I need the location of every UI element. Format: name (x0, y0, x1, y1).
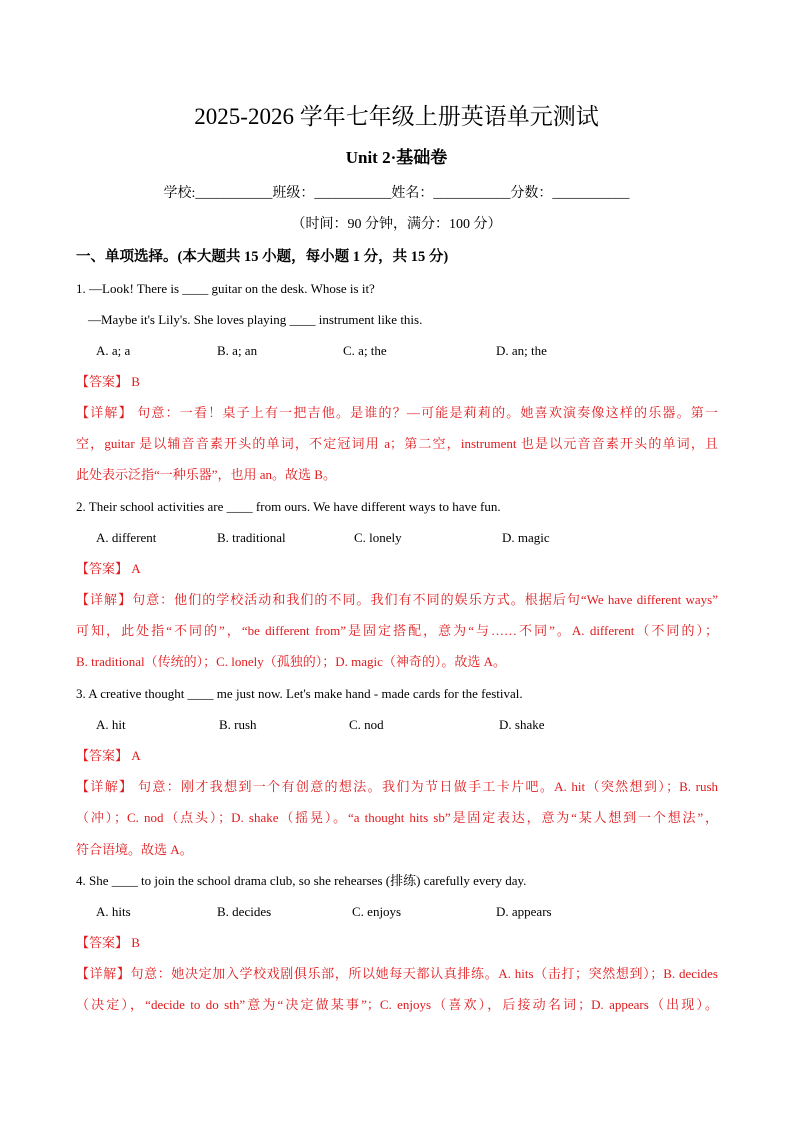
question-4-detail-line: 【详解】句意：她决定加入学校戏剧俱乐部，所以她每天都认真排练。A. hits（击打；突然想到）；B. decides (76, 966, 718, 981)
question-2-option-a: A. different (96, 530, 157, 545)
question-3-option-d: D. shake (499, 717, 545, 732)
question-1-option-d: D. an; the (496, 343, 547, 358)
question-3-detail-line: 【详解】 句意：刚才我想到一个有创意的想法。我们为节日做手工卡片吧。A. hit（突然想到）；B. rush (76, 779, 718, 794)
question-3-option-b: B. rush (219, 717, 257, 732)
question-3-option-a: A. hit (96, 717, 126, 732)
question-2-detail-line: 【详解】句意：他们的学校活动和我们的不同。我们有不同的娱乐方式。根据后句“We have different ways” (76, 592, 718, 607)
question-4-detail-line: （决定），“decide to do sth”意为“决定做某事”；C. enjoys（喜欢），后接动名词；D. appears（出现）。 (76, 997, 718, 1012)
time-score-line: （时间：90 分钟，满分：100 分） (291, 217, 502, 232)
question-2-detail-line: 可知，此处指“不同的”，“be different from”是固定搭配，意为“与……不同”。A. different（不同的）； (76, 623, 718, 638)
question-2-option-b: B. traditional (217, 530, 286, 545)
question-1-detail-line: 此处表示泛指“一种乐器”，也用 an。故选 B。 (76, 467, 336, 482)
question-3-detail-line: （冲）；C. nod（点头）；D. shake（摇晃）。“a thought hits sb”是固定表达，意为“某人想到一个想法”， (76, 810, 718, 825)
question-2-option-c: C. lonely (354, 530, 402, 545)
question-4-stem: 4. She ____ to join the school drama club, so she rehearses (排练) carefully every day. (76, 873, 527, 888)
question-4-option-a: A. hits (96, 904, 131, 919)
page-title: 2025-2026 学年七年级上册英语单元测试 (194, 104, 599, 129)
question-1-option-b: B. a; an (217, 343, 258, 358)
question-4-option-d: D. appears (496, 904, 552, 919)
question-3-answer: 【答案】 A (76, 748, 141, 763)
question-3-stem: 3. A creative thought ____ me just now. Let's make hand - made cards for the festival. (76, 686, 523, 701)
question-1-option-a: A. a; a (96, 343, 131, 358)
question-2-stem: 2. Their school activities are ____ from ours. We have different ways to have fun. (76, 499, 501, 514)
section-heading: 一、单项选择。(本大题共 15 小题，每小题 1 分，共 15 分) (76, 249, 449, 265)
question-1-answer: 【答案】 B (76, 374, 140, 389)
question-4-option-c: C. enjoys (352, 904, 402, 919)
question-3-option-c: C. nod (349, 717, 384, 732)
question-2-answer: 【答案】 A (76, 561, 141, 576)
student-info-line: 学校:___________班级：___________姓名：___________分数：___________ (163, 186, 630, 201)
question-3-detail-line: 符合语境。故选 A。 (76, 842, 193, 857)
question-1-option-c: C. a; the (343, 343, 387, 358)
question-2-option-d: D. magic (502, 530, 550, 545)
question-1-stem-2: —Maybe it's Lily's. She loves playing ____ instrument like this. (88, 312, 423, 327)
question-1-stem: 1. —Look! There is ____ guitar on the desk. Whose is it? (76, 281, 375, 296)
question-4-answer: 【答案】 B (76, 935, 140, 950)
question-1-detail-line: 【详解】 句意：一看！桌子上有一把吉他。是谁的？—可能是莉莉的。她喜欢演奏像这样的乐器。第一 (76, 405, 718, 420)
question-2-detail-line: B. traditional（传统的）；C. lonely（孤独的）；D. magic（神奇的）。故选 A。 (76, 654, 507, 669)
question-1-detail-line: 空，guitar 是以辅音音素开头的单词，不定冠词用 a；第二空，instrument 也是以元音音素开头的单词，且 (76, 436, 718, 451)
question-4-option-b: B. decides (217, 904, 272, 919)
page-subtitle: Unit 2·基础卷 (345, 148, 448, 167)
